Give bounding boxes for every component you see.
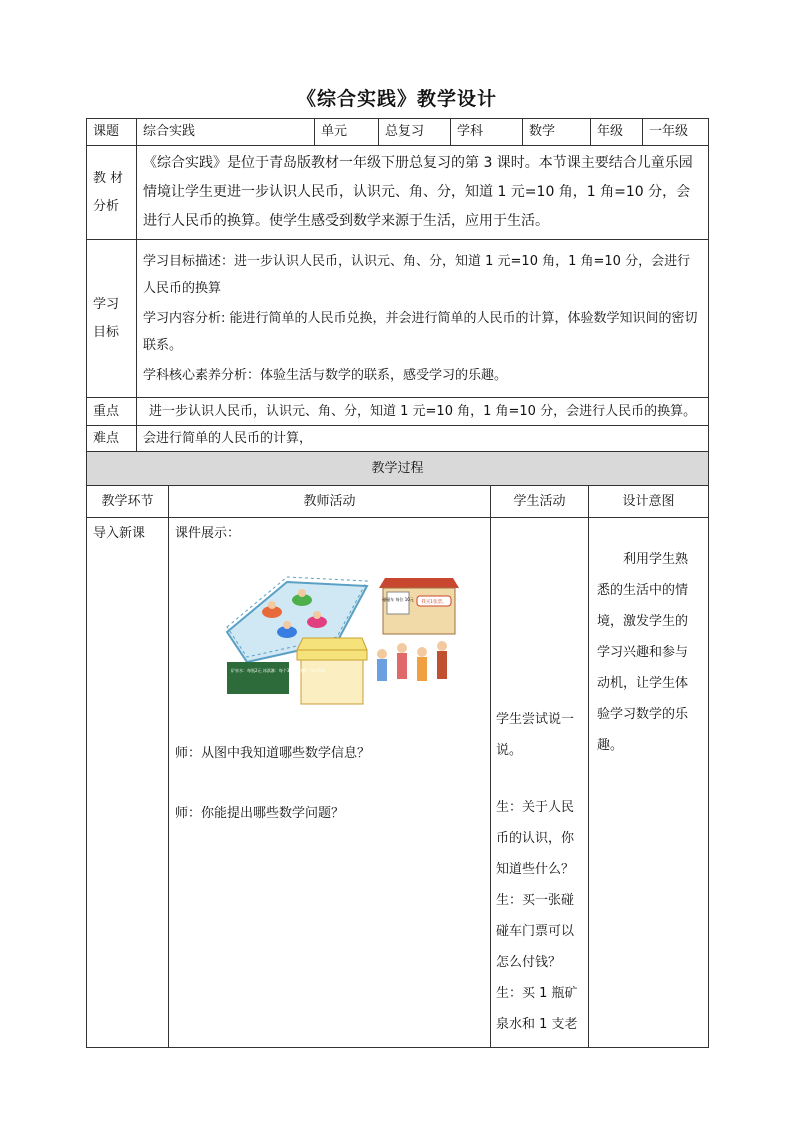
difficulty-text: 会进行简单的人民币的计算， [137,426,709,453]
goals-content-analysis: 学习内容分析: 能进行简单的人民币兑换，并会进行简单的人民币的计算，体验数学知识间的密切联系。 [143,311,698,353]
col-student-header: 学生活动 [491,486,589,518]
stage-name: 导入新课 [93,526,146,541]
goals-label [87,240,137,398]
analysis-label [87,146,137,240]
key-point-row [87,398,709,426]
student-answer-1: 生：关于人民币的认识，你知道些什么？ [496,800,575,877]
goals-content [137,240,709,398]
analysis-text: 《综合实践》是位于青岛版教材一年级下册总复习的第 3 课时。本节课主要结合儿童乐园情境让学生更进一步认识人民币，认识元、角、分，知道 1 元=10 角，1 角=10 分，会进行人民币的换算。使学生感受到数学来源于生活，应用于生活。 [137,146,709,240]
subject-value: 数学 [523,119,591,146]
page-title: 《综合实践》教学设计 [296,88,497,110]
goals-label-line2: 目标 [93,324,120,340]
col-intent-header: 设计意图 [589,486,709,518]
unit-label: 单元 [315,119,379,146]
price-board: 矿泉水：每瓶2元 冰淇淋：每个3元 老冰棍：每支5角 [231,668,326,673]
grade-label: 年级 [591,119,643,146]
analysis-label-line2: 分析 [93,198,120,214]
design-intent-cell [589,518,709,1048]
difficulty-label: 难点 [87,426,137,453]
student-try: 学生尝试说一说。 [496,712,575,758]
design-intent-text: 利用学生熟悉的生活中的情境，激发学生的学习兴趣和参与动机，让学生体验学习数学的乐趣。 [597,552,689,753]
topic-value: 综合实践 [137,119,315,146]
process-header: 教学过程 [87,452,709,486]
student-answer-2: 生：买一张碰碰车门票可以怎么付钱？ [496,893,575,970]
subject-label: 学科 [451,119,523,146]
goals-label-line1: 学习 [93,296,120,312]
process-header-row [87,452,709,486]
key-point-text: 进一步认识人民币，认识元、角、分，知道 1 元=10 角，1 角=10 分，会进行人民币的换算。 [137,398,709,426]
teacher-show: 课件展示： [175,526,241,541]
student-answer-3: 生：买 1 瓶矿泉水和 1 支老 [496,986,578,1032]
booth-sign: 碰碰车 每位 10元 [382,597,414,602]
goals-core-literacy: 学科核心素养分析：体验生活与数学的联系，感受学习的乐趣。 [143,368,508,383]
teacher-activity-cell [169,518,491,1048]
speech-bubble: 我买1张票。 [421,600,447,605]
col-teacher-header: 教师活动 [169,486,491,518]
key-point-label: 重点 [87,398,137,426]
difficulty-row [87,426,709,453]
topic-label: 课题 [87,119,137,146]
unit-value: 总复习 [379,119,451,146]
teacher-question-2: 师：你能提出哪些数学问题？ [175,806,345,821]
goals-description: 学习目标描述：进一步认识人民币，认识元、角、分，知道 1 元=10 角，1 角=10 分，会进行人民币的换算 [143,254,691,296]
amusement-park-illustration [217,572,463,706]
teacher-question-1: 师：从图中我知道哪些数学信息？ [175,746,371,761]
process-columns-row [87,486,709,518]
col-stage-header: 教学环节 [87,486,169,518]
student-activity-cell [491,518,589,1048]
analysis-row [87,146,709,240]
stage-cell [87,518,169,1048]
analysis-label-line1: 教 材 [93,170,124,186]
info-row [87,119,709,146]
lesson-info-table [86,118,709,453]
grade-value: 一年级 [643,119,709,146]
process-intro-row [87,518,709,1048]
teaching-process-table [86,451,709,1048]
goals-row [87,240,709,398]
